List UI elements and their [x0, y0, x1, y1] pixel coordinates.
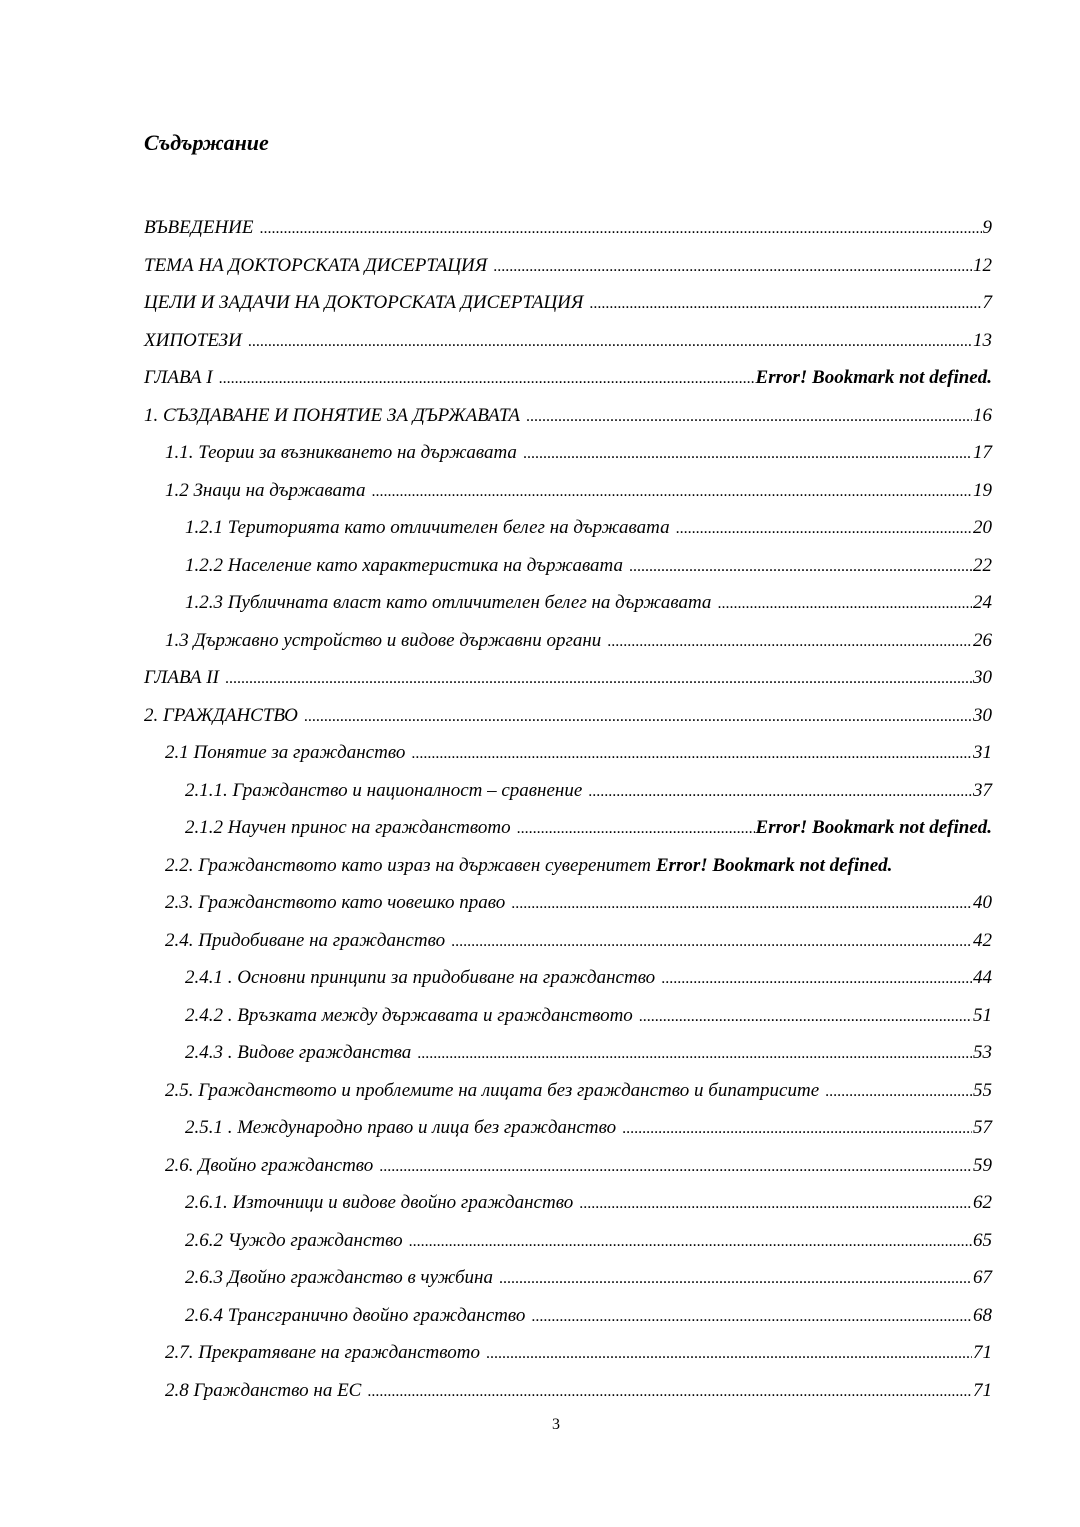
toc-entry[interactable]	[0, 1297, 992, 1335]
toc-entry-title: 1.2.3 Публичната власт като отличителен белег на държавата	[185, 592, 712, 613]
toc-entry-title: 2.5.1 . Международно право и лица без гражданство	[185, 1117, 617, 1138]
toc-entry[interactable]	[0, 322, 992, 360]
toc-entry-page: 7	[982, 292, 992, 313]
toc-entry-title: ВЪВЕДЕНИЕ	[144, 217, 254, 238]
toc-entry-page-error: Error! Bookmark not defined.	[655, 854, 893, 876]
dot-leader	[302, 697, 972, 735]
toc-entry-page: 30	[973, 704, 992, 726]
toc-entry-title: 1.1. Теории за възникването на държавата	[165, 442, 517, 463]
dot-leader	[258, 209, 982, 247]
toc-entry[interactable]	[0, 659, 992, 697]
dot-leader	[515, 809, 755, 847]
dot-leader	[715, 584, 972, 622]
toc-entry-title: 2.8 Гражданство на ЕС	[165, 1379, 362, 1401]
toc-entry-page-error: Error! Bookmark not defined.	[755, 367, 992, 388]
dot-leader	[246, 322, 972, 360]
toc-entry-title: 2.5. Гражданството и проблемите на лицата без гражданство и бипатрисите	[165, 1079, 820, 1101]
dot-leader	[491, 247, 972, 285]
dot-leader	[627, 547, 972, 585]
toc-entry-title: 1.2.1 Територията като отличителен белег на държавата	[185, 517, 670, 538]
toc-entry-page: 62	[973, 1192, 992, 1213]
toc-entry-title: ЦЕЛИ И ЗАДАЧИ НА ДОКТОРСКАТА ДИСЕРТАЦИЯ	[144, 292, 584, 313]
toc-entry-title: 2.4.2 . Връзката между държавата и гражданството	[185, 1004, 633, 1026]
dot-leader	[365, 1372, 972, 1410]
toc-entry-page: 71	[973, 1379, 992, 1401]
dot-leader	[586, 772, 972, 810]
toc-entry[interactable]	[0, 1259, 992, 1297]
toc-entry-title: ХИПОТЕЗИ	[144, 329, 242, 351]
page-number: 3	[552, 1416, 560, 1433]
toc-entry-title: 1.2.2 Население като характеристика на държавата	[185, 554, 624, 576]
dot-leader	[484, 1334, 972, 1372]
dot-leader	[521, 434, 972, 472]
toc-entry-title: 2.1 Понятие за гражданство	[165, 742, 406, 763]
dot-leader	[577, 1184, 972, 1222]
toc-entry[interactable]	[0, 359, 992, 397]
toc-entry-page: 55	[973, 1079, 992, 1101]
dot-leader	[524, 397, 972, 435]
toc-entry-title: 2.6.1. Източници и видове двойно гражданство	[185, 1192, 574, 1213]
toc-entry-title: 1.3 Държавно устройство и видове държавни органи	[165, 629, 602, 651]
dot-leader	[620, 1109, 972, 1147]
toc-entry[interactable]	[0, 772, 992, 810]
toc-entry-title: 2.6.2 Чуждо гражданство	[185, 1229, 403, 1251]
toc-entry-page: 19	[973, 479, 992, 501]
dot-leader	[449, 922, 972, 960]
dot-leader	[529, 1297, 972, 1335]
toc-entry-page: 9	[982, 217, 992, 238]
toc-entry-page: 53	[973, 1042, 992, 1063]
toc-entry[interactable]	[0, 1372, 992, 1410]
dot-leader	[674, 509, 972, 547]
toc-entry-title: ТЕМА НА ДОКТОРСКАТА ДИСЕРТАЦИЯ	[144, 254, 488, 276]
toc-entry-page: 37	[973, 779, 992, 801]
dot-leader	[415, 1034, 972, 1072]
toc-entry[interactable]	[0, 397, 992, 435]
toc-entry-page: 68	[973, 1304, 992, 1326]
toc-entry[interactable]	[0, 847, 1000, 885]
toc-entry-title: 2.4. Придобиване на гражданство	[165, 929, 446, 951]
toc-entry-page: 59	[973, 1154, 992, 1176]
toc-entry[interactable]	[0, 1184, 992, 1222]
toc-entry-page-error: Error! Bookmark not defined.	[755, 817, 992, 838]
toc-entry-title: 2.2. Гражданството като израз на държавен суверенитет	[165, 854, 651, 876]
dot-leader	[409, 734, 972, 772]
dot-leader	[217, 359, 755, 397]
toc-entry-title: 1. СЪЗДАВАНЕ И ПОНЯТИЕ ЗА ДЪРЖАВАТА	[144, 404, 521, 426]
toc-entry-page: 57	[973, 1117, 992, 1138]
toc-entry[interactable]	[0, 209, 992, 247]
toc-entry-page: 40	[973, 892, 992, 913]
toc-entry[interactable]	[0, 1109, 992, 1147]
toc-entry[interactable]	[0, 434, 992, 472]
toc-entry-title: 1.2 Знаци на държавата	[165, 479, 366, 501]
toc-entry-title: 2.1.1. Гражданство и националност – сравнение	[185, 779, 583, 801]
toc-entry-page: 51	[973, 1004, 992, 1026]
toc-entry-title: 2.7. Прекратяване на гражданството	[165, 1342, 480, 1363]
toc-entry-title: 2.6. Двойно гражданство	[165, 1154, 374, 1176]
toc-entry[interactable]	[0, 472, 992, 510]
toc-entry-page: 12	[973, 254, 992, 276]
toc-entry[interactable]	[0, 584, 992, 622]
dot-leader	[605, 622, 972, 660]
dot-leader	[370, 472, 972, 510]
dot-leader	[587, 284, 981, 322]
toc-entry-page: 65	[973, 1229, 992, 1251]
toc-entry-page: 30	[973, 667, 992, 688]
toc-entry-page: 17	[973, 442, 992, 463]
toc-entry-page: 31	[973, 742, 992, 763]
toc-entry-title: 2.4.1 . Основни принципи за придобиване на гражданство	[185, 967, 656, 988]
toc-entry-page: 22	[973, 554, 992, 576]
toc-entry[interactable]	[0, 1072, 992, 1110]
toc-entry-title: 2.3. Гражданството като човешко право	[165, 892, 506, 913]
toc-entry-page: 71	[973, 1342, 992, 1363]
toc-entry[interactable]	[0, 622, 992, 660]
toc-entry[interactable]	[0, 1147, 992, 1185]
toc-entry-title: ГЛАВА II	[144, 667, 219, 688]
toc-entry[interactable]	[0, 284, 992, 322]
toc-entry[interactable]	[0, 509, 992, 547]
toc-entry-page: 26	[973, 629, 992, 651]
toc-entry[interactable]	[0, 734, 992, 772]
toc-entry[interactable]	[0, 922, 992, 960]
dot-leader	[637, 997, 972, 1035]
toc-entry-page: 67	[973, 1267, 992, 1288]
toc-entry-title: ГЛАВА I	[144, 367, 213, 388]
toc-entry-page: 20	[973, 517, 992, 538]
toc-entry[interactable]	[0, 959, 992, 997]
toc-entry-page: 24	[973, 592, 992, 613]
dot-leader	[223, 659, 972, 697]
toc-entry[interactable]	[0, 997, 992, 1035]
table-of-contents	[0, 209, 1080, 1409]
toc-entry-title: 2.6.4 Трансгранично двойно гражданство	[185, 1304, 526, 1326]
toc-entry-page: 42	[973, 929, 992, 951]
toc-entry[interactable]	[0, 247, 992, 285]
dot-leader	[659, 959, 972, 997]
dot-leader	[407, 1222, 972, 1260]
toc-entry[interactable]	[0, 884, 992, 922]
dot-leader	[497, 1259, 972, 1297]
dot-leader	[377, 1147, 972, 1185]
toc-entry-page: 13	[973, 329, 992, 351]
toc-entry-page: 44	[973, 967, 992, 988]
toc-entry-title: 2.6.3 Двойно гражданство в чужбина	[185, 1267, 493, 1288]
toc-entry-title: 2. ГРАЖДАНСТВО	[144, 704, 298, 726]
toc-entry[interactable]	[0, 547, 992, 585]
toc-entry[interactable]	[0, 1334, 992, 1372]
toc-entry-page: 16	[973, 404, 992, 426]
toc-heading: Съдържание	[144, 130, 269, 155]
toc-entry[interactable]	[0, 1034, 992, 1072]
dot-leader	[509, 884, 972, 922]
toc-entry[interactable]	[0, 697, 992, 735]
toc-entry-title: 2.4.3 . Видове гражданства	[185, 1042, 412, 1063]
toc-entry-title: 2.1.2 Научен принос на гражданството	[185, 817, 511, 838]
toc-entry[interactable]	[0, 1222, 992, 1260]
toc-entry[interactable]	[0, 809, 992, 847]
dot-leader	[823, 1072, 972, 1110]
